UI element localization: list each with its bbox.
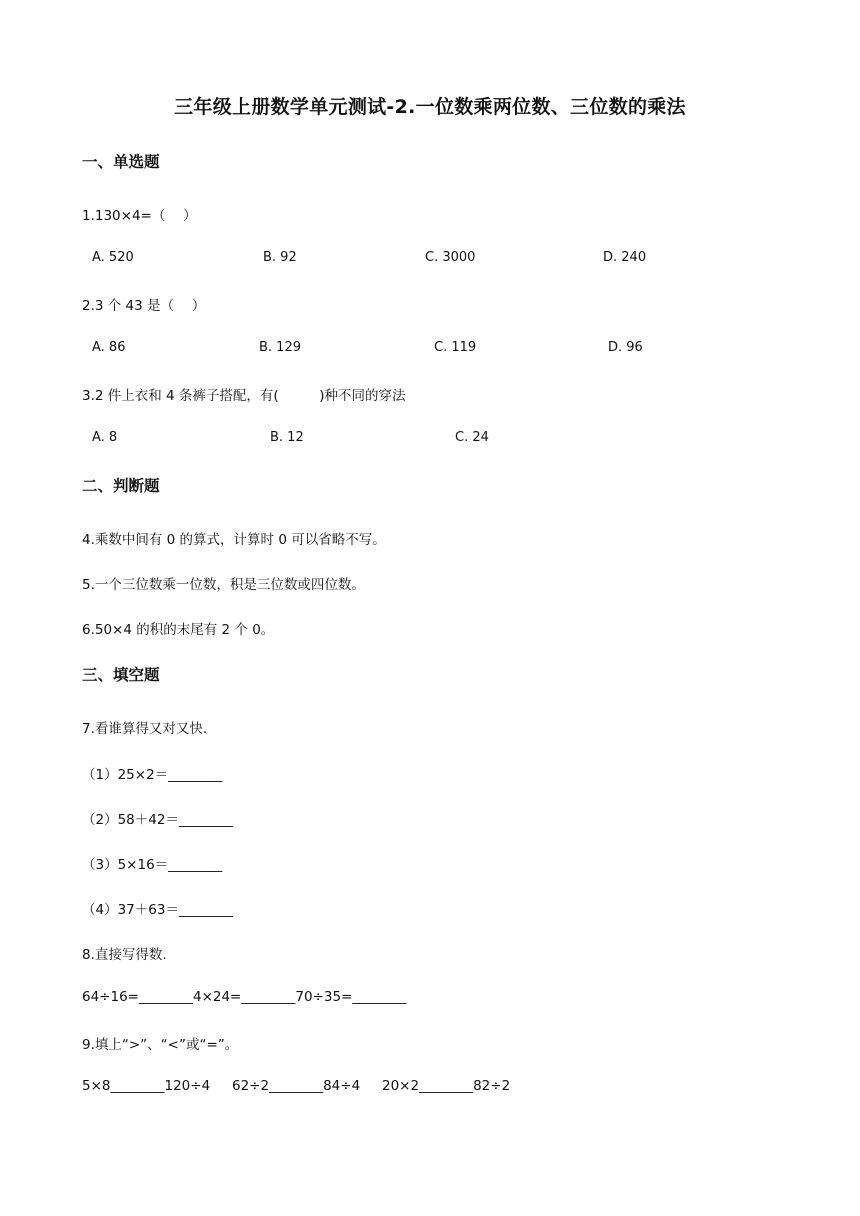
page-title: 三年级上册数学单元测试-2.一位数乘两位数、三位数的乘法 (174, 96, 686, 118)
question-7-part-3: （3）5×16＝________ (82, 857, 223, 873)
question-2-option-d: D. 96 (608, 340, 643, 355)
question-9-text: 9.填上“>”、“<”或“=”。 (82, 1037, 239, 1053)
question-5-text: 5.一个三位数乘一位数，积是三位数或四位数。 (82, 577, 365, 593)
question-6-text: 6.50×4 的积的末尾有 2 个 0。 (82, 622, 275, 638)
question-3-option-b: B. 12 (270, 430, 304, 445)
question-2-text: 2.3 个 43 是（ ） (82, 298, 206, 314)
question-7-part-4: （4）37＋63＝________ (82, 902, 233, 918)
section-heading-fill-blank: 三、填空题 (82, 666, 160, 684)
question-7-part-1: （1）25×2＝________ (82, 767, 223, 783)
question-3-option-a: A. 8 (92, 430, 118, 445)
question-8-text: 8.直接写得数. (82, 947, 167, 963)
question-4-text: 4.乘数中间有 0 的算式，计算时 0 可以省略不写。 (82, 532, 386, 548)
question-7-part-2: （2）58＋42＝________ (82, 812, 233, 828)
section-heading-true-false: 二、判断题 (82, 477, 160, 495)
question-2-option-c: C. 119 (434, 340, 477, 355)
question-3-text: 3.2 件上衣和 4 条裤子搭配，有( )种不同的穿法 (82, 388, 406, 404)
question-9-item-3: 20×2________82÷2 (382, 1078, 511, 1094)
question-9-item-2: 62÷2________84÷4 (232, 1078, 361, 1094)
question-1-text: 1.130×4=（ ） (82, 208, 197, 224)
question-8-line: 64÷16=________4×24=________70÷35=________ (82, 989, 407, 1005)
section-heading-single-choice: 一、单选题 (82, 153, 160, 171)
question-1-option-c: C. 3000 (425, 250, 476, 265)
question-3-option-c: C. 24 (455, 430, 489, 445)
question-9-item-1: 5×8________120÷4 (82, 1078, 211, 1094)
question-2-option-a: A. 86 (92, 340, 126, 355)
question-1-option-b: B. 92 (263, 250, 297, 265)
question-1-option-d: D. 240 (603, 250, 647, 265)
question-7-text: 7.看谁算得又对又快. (82, 721, 208, 737)
question-2-option-b: B. 129 (259, 340, 301, 355)
question-1-option-a: A. 520 (92, 250, 134, 265)
